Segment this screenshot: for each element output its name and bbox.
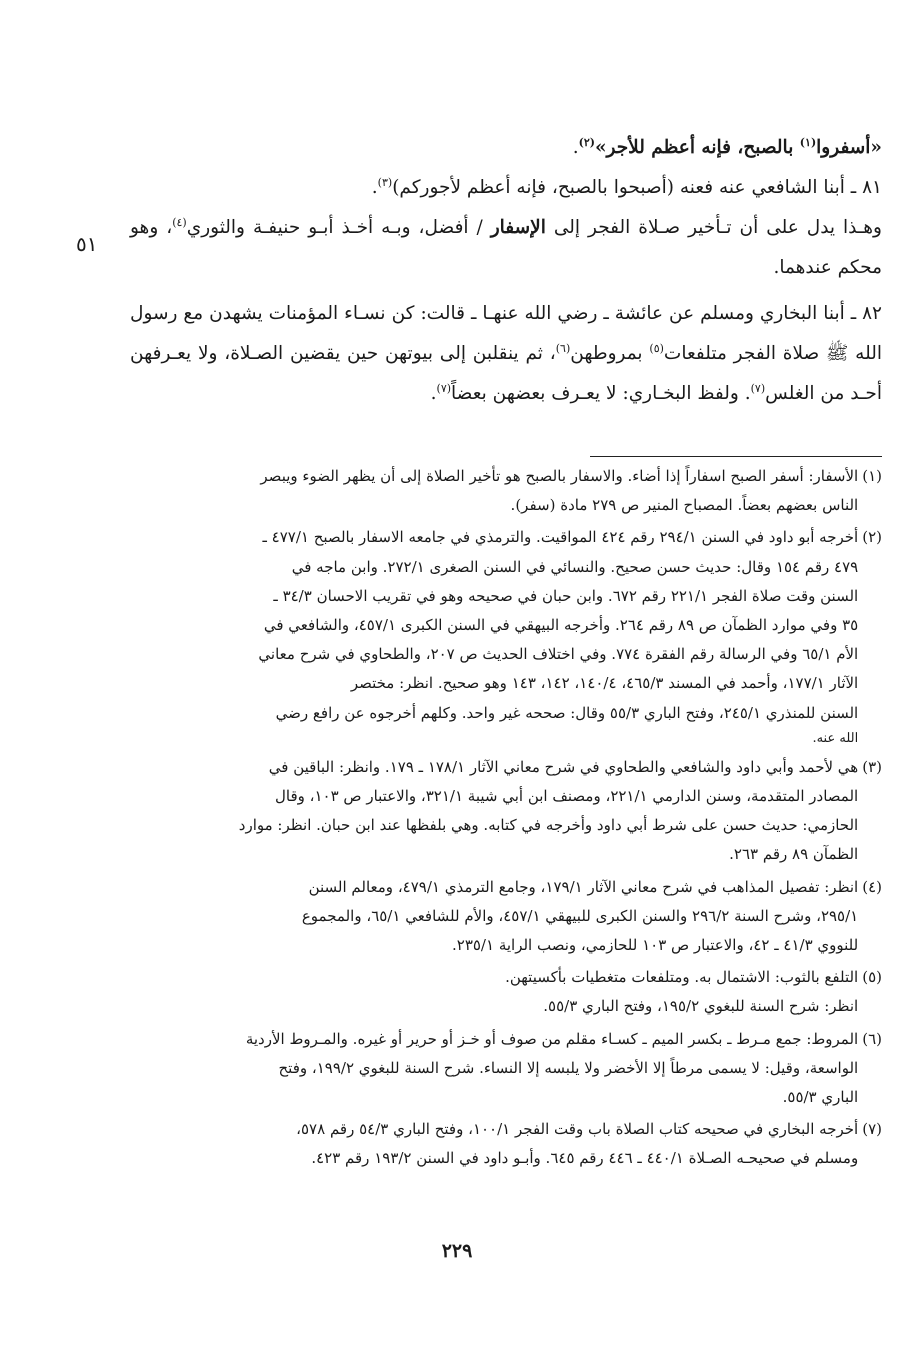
footnote-text [130, 1025, 858, 1113]
footnote-text [130, 462, 858, 520]
footnote-ref: (٥) [649, 341, 664, 355]
footnote-ref: (٦) [555, 341, 571, 355]
main-text [130, 128, 882, 414]
footnote-line: أخرجه أبو داود في السنن ٢٩٤/١ رقم ٤٢٤ المواقيت. والترمذي في جامعه الاسفار بالصبح ٤٧٧/١ ـ [262, 528, 859, 547]
page-number: ٢٢٩ [441, 1240, 473, 1262]
footnote-line: الناس بعضهم بعضاً. المصباح المنير ص ٢٧٩ مادة (سفر). [510, 496, 859, 515]
footnote-number: (٧) [862, 1120, 882, 1139]
footnote [130, 523, 882, 749]
footnote-number: (٥) [862, 968, 882, 987]
paragraph-82 [130, 294, 882, 414]
footnote-line: الباري ٥٥/٣. [782, 1088, 859, 1107]
footnote-line: الظمآن ٨٩ رقم ٢٦٣. [729, 845, 859, 864]
footnote-line: الله عنه. [812, 730, 859, 746]
footnote-line: التلفع بالثوب: الاشتمال به. ومتلفعات متغطيات بأكسيتهن. [505, 968, 859, 987]
paragraph-text: وهـذا يدل على أن تـأخير صـلاة الفجر إلى [545, 217, 882, 238]
footnote-line: الأم ٦٥/١ وفي الرسالة رقم الفقرة ٧٧٤. وفي اختلاف الحديث ص ٢٠٧، والطحاوي في شرح معاني [258, 645, 859, 664]
punctuation: . [430, 383, 437, 404]
footnote-text [130, 753, 858, 870]
footnote-line: السنن وقت صلاة الفجر ٢٢١/١ رقم ٦٧٢. وابن حبان في صحيحه وهو في تقريب الاحسان ٣٤/٣ ـ [273, 586, 859, 605]
paragraph-text: / أفضل، وبـه أخـذ أبـو حنيفـة والثوري [186, 217, 491, 238]
footnote-ref: (٣) [377, 175, 393, 189]
footnote-line: الواسعة، وقيل: لا يسمى مرطاً إلا الأخضر ولا يلبسه إلا النساء. شرح السنة للبغوي ١٩٩/٢، وفتح [278, 1058, 859, 1077]
footnote-line: انظر: تفصيل المذاهب في شرح معاني الآثار ١٧٩/١، وجامع الترمذي ٤٧٩/١، ومعالم السنن [308, 877, 859, 896]
footnote [130, 462, 882, 520]
paragraph-text: ٨٢ ـ أبنا البخاري ومسلم عن عائشة ـ رضي الله عنهـا ـ قالت: كن نسـاء المؤمنات يشهدن مع رسول الله ﷺ صلاة الفجر متلفعات [130, 303, 883, 364]
footnote-ref: (٧) [750, 381, 766, 395]
footnote-line: الأسفار: أسفر الصبح اسفاراً إذا أضاء. والاسفار بالصبح هو تأخير الصلاة إلى أن يظهر الضوء ويبصر [260, 467, 859, 485]
paragraph-81 [130, 168, 882, 208]
footnote-text [130, 1115, 858, 1173]
footnote [130, 873, 882, 961]
footnote-line: المروط: جمع مـرط ـ بكسر الميم ـ كسـاء مقلم من صوف أو خـز أو حرير أو غيره. والمـروط الأردية [245, 1029, 859, 1048]
footnote-line: المصادر المتقدمة، وسنن الدارمي ٢٢١/١، ومصنف ابن أبي شيبة ٣٢١/١، والاعتبار ص ١٠٣، وقال [274, 787, 859, 806]
footnote-text [130, 963, 858, 1021]
hadith-part: «أسفروا [816, 137, 882, 158]
footnote-line: ٣٥ وفي موارد الظمآن ص ٨٩ رقم ٢٦٤. وأخرجه البيهقي في السنن الكبرى ٤٥٧/١، والشافعي في [263, 616, 859, 635]
footnote-ref: (١) [799, 135, 817, 149]
footnote-text [130, 873, 858, 961]
footnote-ref: (٧) [436, 381, 452, 395]
footnote-line: السنن للمنذري ٢٤٥/١، وفتح الباري ٥٥/٣ وقال: صححه غير واحد. وكلهم أخرجوه عن رافع رضي [275, 703, 859, 722]
footnote-number: (١) [862, 467, 882, 485]
footnote-line: ومسلم في صحيحـه الصـلاة ٤٤٠/١ ـ ٤٤٦ رقم ٦٤٥. وأبـو داود في السنن ١٩٣/٢ رقم ٤٢٣. [311, 1149, 859, 1168]
punctuation: . [371, 177, 378, 198]
paragraph-explanation [130, 208, 882, 288]
footnote-text [130, 523, 858, 749]
footnote-line: الآثار ١٧٧/١، وأحمد في المسند ٤٦٥/٣، ١٤٠/٤، ١٤٢، ١٤٣ وهو صحيح. انظر: مختصر [350, 674, 859, 693]
hadith-part: بالصبح، فإنه أعظم للأجر» [594, 137, 800, 158]
footnotes [130, 462, 882, 1177]
footnote-line: انظر: شرح السنة للبغوي ١٩٥/٢، وفتح الباري ٥٥/٣. [543, 997, 859, 1016]
hadith-line [130, 128, 882, 168]
paragraph-text: ، ثم ينقلبن إلى بيوتهن حين يقضين الصـلاة، ولا يعـرفهن أحـد من الغلس [130, 343, 882, 404]
footnote-ref: (٢) [578, 135, 595, 149]
footnote-line: ٢٩٥/١، وشرح السنة ٢٩٦/٢ والسنن الكبرى للبيهقي ٤٥٧/١، والأم للشافعي ٦٥/١، والمجموع [301, 906, 859, 925]
footnote-number: (٤) [862, 877, 882, 896]
paragraph-text: ، وهو محكم عندهما. [130, 217, 882, 278]
footnote-line: هي لأحمد وأبي داود والشافعي والطحاوي في شرح معاني الآثار ١٧٨/١ ـ ١٧٩. وانظر: الباقين في [268, 757, 859, 776]
bold-term: الإسفار [490, 217, 546, 238]
margin-page-number: ٥١ [76, 232, 98, 256]
footnote-number: (٦) [862, 1029, 882, 1048]
hadith-text [579, 137, 882, 158]
paragraph-text: . ولفظ البخـاري: لا يعـرف بعضهن بعضاً [451, 383, 751, 404]
paragraph-text: ٨١ ـ أبنا الشافعي عنه فعنه (أصبحوا بالصبح، فإنه أعظم لأجوركم) [392, 177, 882, 198]
footnote-divider [590, 456, 882, 457]
footnote [130, 753, 882, 870]
footnote-number: (٢) [862, 528, 882, 547]
paragraph-text: بمروطهن [570, 343, 650, 364]
footnote-line: الحازمي: حديث حسن على شرط أبي داود وأخرجه في كتابه. وهي بلفظها عند ابن حبان. انظر: موارد [238, 816, 859, 835]
footnote [130, 1115, 882, 1173]
footnote-ref: (٤) [172, 215, 187, 229]
footnote [130, 1025, 882, 1113]
footnote-number: (٣) [862, 757, 882, 776]
footnote-line: للنووي ٤١/٣ ـ ٤٢، والاعتبار ص ١٠٣ للحازمي، ونصب الراية ٢٣٥/١. [451, 936, 859, 955]
footnote-line: ٤٧٩ رقم ١٥٤ وقال: حديث حسن صحيح. والنسائي في السنن الصغرى ٢٧٢/١. وابن ماجه في [291, 557, 859, 576]
punctuation: . [572, 137, 579, 158]
footnote-line: أخرجه البخاري في صحيحه كتاب الصلاة باب وقت الفجر ١٠٠/١، وفتح الباري ٥٤/٣ رقم ٥٧٨، [296, 1120, 859, 1139]
footnote [130, 963, 882, 1021]
